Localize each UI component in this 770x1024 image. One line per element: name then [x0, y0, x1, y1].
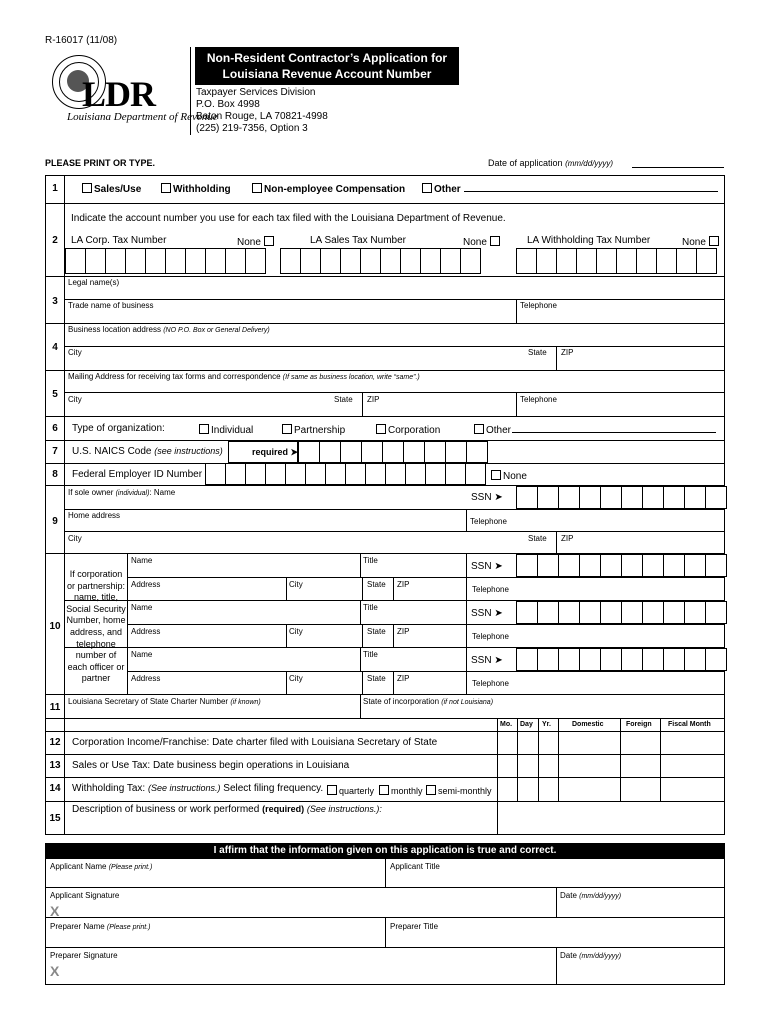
digit-box[interactable] — [340, 248, 361, 274]
preparer-signature-label: Preparer Signature — [50, 951, 118, 960]
digit-box[interactable] — [537, 601, 559, 624]
withholding-checkbox[interactable]: Withholding — [161, 183, 231, 195]
digit-box[interactable] — [325, 463, 346, 485]
digit-box[interactable] — [340, 441, 362, 463]
applicant-signature-label: Applicant Signature — [50, 891, 120, 900]
preparer-date-label: Date (mm/dd/yyyy) — [560, 951, 622, 960]
required-label: required ➤ — [252, 447, 299, 457]
la-withholding-tax-label: LA Withholding Tax Number — [527, 235, 651, 246]
charter-number-label: Louisiana Secretary of State Charter Number (if known) — [68, 697, 261, 706]
digit-box[interactable] — [403, 441, 425, 463]
corp-none-checkbox[interactable]: None — [237, 236, 276, 248]
officer-description-line: name, title, — [73, 592, 119, 603]
digit-box[interactable] — [265, 463, 286, 485]
city-label: City — [68, 534, 82, 543]
digit-box[interactable] — [621, 648, 643, 671]
digit-box[interactable] — [600, 554, 622, 577]
telephone-label: Telephone — [470, 517, 507, 526]
date-of-application-label: Date of application (mm/dd/yyyy) — [488, 158, 614, 168]
digit-box[interactable] — [516, 486, 538, 509]
officer-description-line: address, and — [69, 626, 123, 637]
digit-box[interactable] — [516, 248, 537, 274]
city-label: City — [68, 348, 82, 357]
digit-box[interactable] — [576, 248, 597, 274]
digit-box[interactable] — [684, 554, 706, 577]
officer-title-label: Title — [363, 650, 378, 659]
digit-box[interactable] — [600, 601, 622, 624]
la-sales-tax-label: LA Sales Tax Number — [310, 235, 406, 246]
row-number: 10 — [49, 621, 61, 632]
digit-box[interactable] — [705, 601, 727, 624]
digit-box[interactable] — [245, 463, 266, 485]
digit-box[interactable] — [445, 463, 466, 485]
state-label: State — [367, 627, 386, 636]
officer-name-label: Name — [131, 556, 153, 565]
city-label: City — [289, 674, 303, 683]
other-org-field[interactable] — [512, 432, 716, 433]
city-label: City — [289, 627, 303, 636]
day-header: Day — [520, 721, 533, 728]
zip-label: ZIP — [367, 395, 380, 404]
la-corp-tax-label: LA Corp. Tax Number — [71, 235, 167, 246]
signature-x-mark: X — [50, 963, 60, 979]
sales-none-checkbox[interactable]: None — [463, 236, 502, 248]
digit-box[interactable] — [380, 248, 401, 274]
mailing-address-label: Mailing Address for receiving tax forms and correspondence (If same as business location, write “same”.) — [68, 372, 420, 381]
foreign-header: Foreign — [626, 721, 652, 728]
sole-owner-label: If sole owner (individual): Name — [68, 488, 176, 497]
telephone-label: Telephone — [520, 301, 557, 310]
digit-box[interactable] — [642, 554, 664, 577]
digit-box[interactable] — [320, 248, 341, 274]
row2-instruction: Indicate the account number you use for each tax filed with the Louisiana Department of Revenue. — [71, 213, 506, 224]
digit-box[interactable] — [705, 554, 727, 577]
digit-box[interactable] — [537, 648, 559, 671]
officer-address-label: Address — [131, 627, 161, 636]
digit-box[interactable] — [465, 463, 486, 485]
applicant-name-label: Applicant Name (Please print.) — [50, 862, 153, 871]
telephone-label: Telephone — [472, 585, 509, 594]
digit-box[interactable] — [365, 463, 386, 485]
officer-description-line: Social Security — [66, 603, 126, 614]
digit-box[interactable] — [621, 554, 643, 577]
state-label: State — [334, 395, 353, 404]
row-number: 11 — [49, 702, 61, 713]
digit-box[interactable] — [400, 248, 421, 274]
signature-x-mark: X — [50, 903, 60, 919]
digit-box[interactable] — [425, 463, 446, 485]
city-label: City — [68, 395, 82, 404]
digit-box[interactable] — [405, 463, 426, 485]
digit-box[interactable] — [205, 248, 226, 274]
affirmation-banner: I affirm that the information given on this application is true and correct. — [45, 843, 725, 859]
monthly-checkbox[interactable]: monthly — [379, 785, 423, 796]
ssn-label: SSN ➤ — [471, 608, 503, 619]
row-number: 13 — [49, 760, 61, 771]
officer-address-label: Address — [131, 674, 161, 683]
digit-box[interactable] — [285, 463, 306, 485]
digit-box[interactable] — [696, 248, 717, 274]
digit-box[interactable] — [663, 601, 685, 624]
form-id: R-16017 (11/08) — [45, 35, 118, 46]
logo-name: Louisiana Department of Revenue — [67, 111, 218, 123]
digit-box[interactable] — [185, 248, 206, 274]
digit-box[interactable] — [684, 601, 706, 624]
zip-label: ZIP — [397, 580, 410, 589]
trade-name-label: Trade name of business — [68, 301, 154, 310]
corporation-checkbox[interactable]: Corporation — [376, 424, 440, 436]
address-line-3: Baton Rouge, LA 70821-4998 — [196, 111, 328, 122]
preparer-title-label: Preparer Title — [390, 922, 439, 931]
digit-box[interactable] — [656, 248, 677, 274]
digit-box[interactable] — [105, 248, 126, 274]
digit-box[interactable] — [705, 486, 727, 509]
officer-address-label: Address — [131, 580, 161, 589]
row-number: 12 — [49, 737, 61, 748]
officer-title-label: Title — [363, 556, 378, 565]
digit-box[interactable] — [360, 248, 381, 274]
applicant-date-label: Date (mm/dd/yyyy) — [560, 891, 622, 900]
date-of-application-field[interactable] — [632, 167, 724, 168]
state-label: State — [367, 580, 386, 589]
address-line-1: Taxpayer Services Division — [196, 87, 316, 98]
row-number: 1 — [52, 183, 58, 194]
digit-box[interactable] — [579, 554, 601, 577]
individual-checkbox[interactable]: Individual — [199, 424, 253, 436]
officer-name-label: Name — [131, 603, 153, 612]
digit-box[interactable] — [300, 248, 321, 274]
officer-name-label: Name — [131, 650, 153, 659]
row-number: 5 — [52, 389, 58, 400]
state-label: State — [528, 348, 547, 357]
digit-box[interactable] — [516, 648, 538, 671]
digit-box[interactable] — [145, 248, 166, 274]
digit-box[interactable] — [85, 248, 106, 274]
digit-box[interactable] — [440, 248, 461, 274]
row-number: 4 — [52, 342, 58, 353]
digit-box[interactable] — [445, 441, 467, 463]
officer-description — [65, 569, 127, 685]
digit-box[interactable] — [280, 248, 301, 274]
state-label: State — [528, 534, 547, 543]
digit-box[interactable] — [596, 248, 617, 274]
telephone-label: Telephone — [520, 395, 557, 404]
year-header: Yr. — [542, 721, 551, 728]
business-description-label: Description of business or work performed (required) (See instructions.): — [72, 804, 382, 815]
officer-description-line: number of — [75, 650, 117, 661]
applicant-title-label: Applicant Title — [390, 862, 440, 871]
corp-income-label: Corporation Income/Franchise: Date charter filed with Louisiana Secretary of State — [72, 737, 438, 748]
digit-box[interactable] — [466, 441, 488, 463]
form-title: Non-Resident Contractor’s Application for Louisiana Revenue Account Number — [195, 47, 459, 85]
officer-description-line: or partnership: — [66, 580, 126, 591]
other-checkbox[interactable]: Other — [422, 183, 461, 195]
digit-box[interactable] — [516, 554, 538, 577]
address-line-4: (225) 219-7356, Option 3 — [196, 123, 308, 134]
row-number: 15 — [49, 813, 61, 824]
digit-box[interactable] — [558, 554, 580, 577]
digit-box[interactable] — [600, 648, 622, 671]
digit-box[interactable] — [385, 463, 406, 485]
org-type-label: Type of organization: — [72, 423, 165, 434]
digit-box[interactable] — [621, 486, 643, 509]
digit-box[interactable] — [663, 486, 685, 509]
state-of-incorporation-label: State of incorporation (if not Louisiana) — [363, 697, 494, 706]
row-number: 8 — [52, 469, 58, 480]
zip-label: ZIP — [561, 348, 574, 357]
digit-box[interactable] — [663, 554, 685, 577]
preparer-name-label: Preparer Name (Please print.) — [50, 922, 151, 931]
digit-box[interactable] — [424, 441, 446, 463]
row-number: 6 — [52, 423, 58, 434]
ssn-label: SSN ➤ — [471, 561, 503, 572]
digit-box[interactable] — [556, 248, 577, 274]
city-label: City — [289, 580, 303, 589]
zip-label: ZIP — [397, 627, 410, 636]
legal-name-label: Legal name(s) — [68, 278, 120, 287]
digit-box[interactable] — [382, 441, 404, 463]
fiscal-month-header: Fiscal Month — [668, 721, 711, 728]
officer-description-line: partner — [81, 673, 111, 684]
wh-none-checkbox[interactable]: None — [682, 236, 721, 248]
digit-box[interactable] — [579, 648, 601, 671]
digit-box[interactable] — [225, 463, 246, 485]
digit-box[interactable] — [305, 463, 326, 485]
digit-box[interactable] — [558, 601, 580, 624]
sales-use-date-label: Sales or Use Tax: Date business begin operations in Louisiana — [72, 760, 350, 771]
logo-letters: LDR — [82, 74, 156, 114]
digit-box[interactable] — [663, 648, 685, 671]
digit-box[interactable] — [298, 441, 320, 463]
digit-box[interactable] — [245, 248, 266, 274]
row-number: 3 — [52, 296, 58, 307]
zip-label: ZIP — [561, 534, 574, 543]
row-number: 9 — [52, 516, 58, 527]
row-number: 2 — [52, 235, 58, 246]
telephone-label: Telephone — [472, 632, 509, 641]
home-address-label: Home address — [68, 511, 121, 520]
fein-none-checkbox[interactable]: None — [491, 470, 527, 482]
digit-box[interactable] — [579, 486, 601, 509]
digit-box[interactable] — [676, 248, 697, 274]
semi-monthly-checkbox[interactable]: semi-monthly — [426, 785, 492, 796]
other-field[interactable] — [464, 191, 718, 192]
print-instruction: PLEASE PRINT OR TYPE. — [45, 158, 156, 168]
naics-label: U.S. NAICS Code (see instructions) — [72, 446, 223, 457]
digit-box[interactable] — [705, 648, 727, 671]
digit-box[interactable] — [616, 248, 637, 274]
digit-box[interactable] — [684, 486, 706, 509]
digit-box[interactable] — [225, 248, 246, 274]
digit-box[interactable] — [165, 248, 186, 274]
digit-box[interactable] — [536, 248, 557, 274]
digit-box[interactable] — [460, 248, 481, 274]
address-line-2: P.O. Box 4998 — [196, 99, 260, 110]
nonemployee-compensation-checkbox[interactable]: Non-employee Compensation — [252, 183, 405, 195]
digit-box[interactable] — [420, 248, 441, 274]
digit-box[interactable] — [537, 486, 559, 509]
other-org-checkbox[interactable]: Other — [474, 424, 511, 436]
row-number: 14 — [49, 783, 61, 794]
state-label: State — [367, 674, 386, 683]
digit-box[interactable] — [516, 601, 538, 624]
ssn-label: SSN ➤ — [471, 655, 503, 666]
digit-box[interactable] — [65, 248, 86, 274]
digit-box[interactable] — [345, 463, 366, 485]
zip-label: ZIP — [397, 674, 410, 683]
quarterly-checkbox[interactable]: quarterly — [327, 785, 374, 796]
digit-box[interactable] — [558, 648, 580, 671]
business-location-label: Business location address (NO P.O. Box or General Delivery) — [68, 325, 270, 334]
digit-box[interactable] — [537, 554, 559, 577]
telephone-label: Telephone — [472, 679, 509, 688]
withholding-frequency-label: Withholding Tax: (See instructions.) Select filing frequency. — [72, 783, 324, 794]
digit-box[interactable] — [684, 648, 706, 671]
sales-use-checkbox[interactable]: Sales/Use — [82, 183, 141, 195]
digit-box[interactable] — [319, 441, 341, 463]
digit-box[interactable] — [579, 601, 601, 624]
row-number: 7 — [52, 446, 58, 457]
ssn-label: SSN ➤ — [471, 492, 503, 503]
digit-box[interactable] — [361, 441, 383, 463]
domestic-header: Domestic — [572, 721, 604, 728]
digit-box[interactable] — [125, 248, 146, 274]
officer-description-line: If corporation — [69, 569, 123, 579]
digit-box[interactable] — [642, 601, 664, 624]
digit-box[interactable] — [600, 486, 622, 509]
digit-box[interactable] — [636, 248, 657, 274]
officer-description-line: Number, home — [66, 615, 126, 626]
fein-label: Federal Employer ID Number — [72, 469, 203, 480]
officer-title-label: Title — [363, 603, 378, 612]
partnership-checkbox[interactable]: Partnership — [282, 424, 345, 436]
digit-box[interactable] — [642, 648, 664, 671]
officer-description-line: telephone — [76, 638, 116, 649]
digit-box[interactable] — [621, 601, 643, 624]
digit-box[interactable] — [558, 486, 580, 509]
officer-description-line: each officer or — [67, 661, 125, 672]
month-header: Mo. — [500, 721, 513, 728]
digit-box[interactable] — [205, 463, 226, 485]
digit-box[interactable] — [642, 486, 664, 509]
